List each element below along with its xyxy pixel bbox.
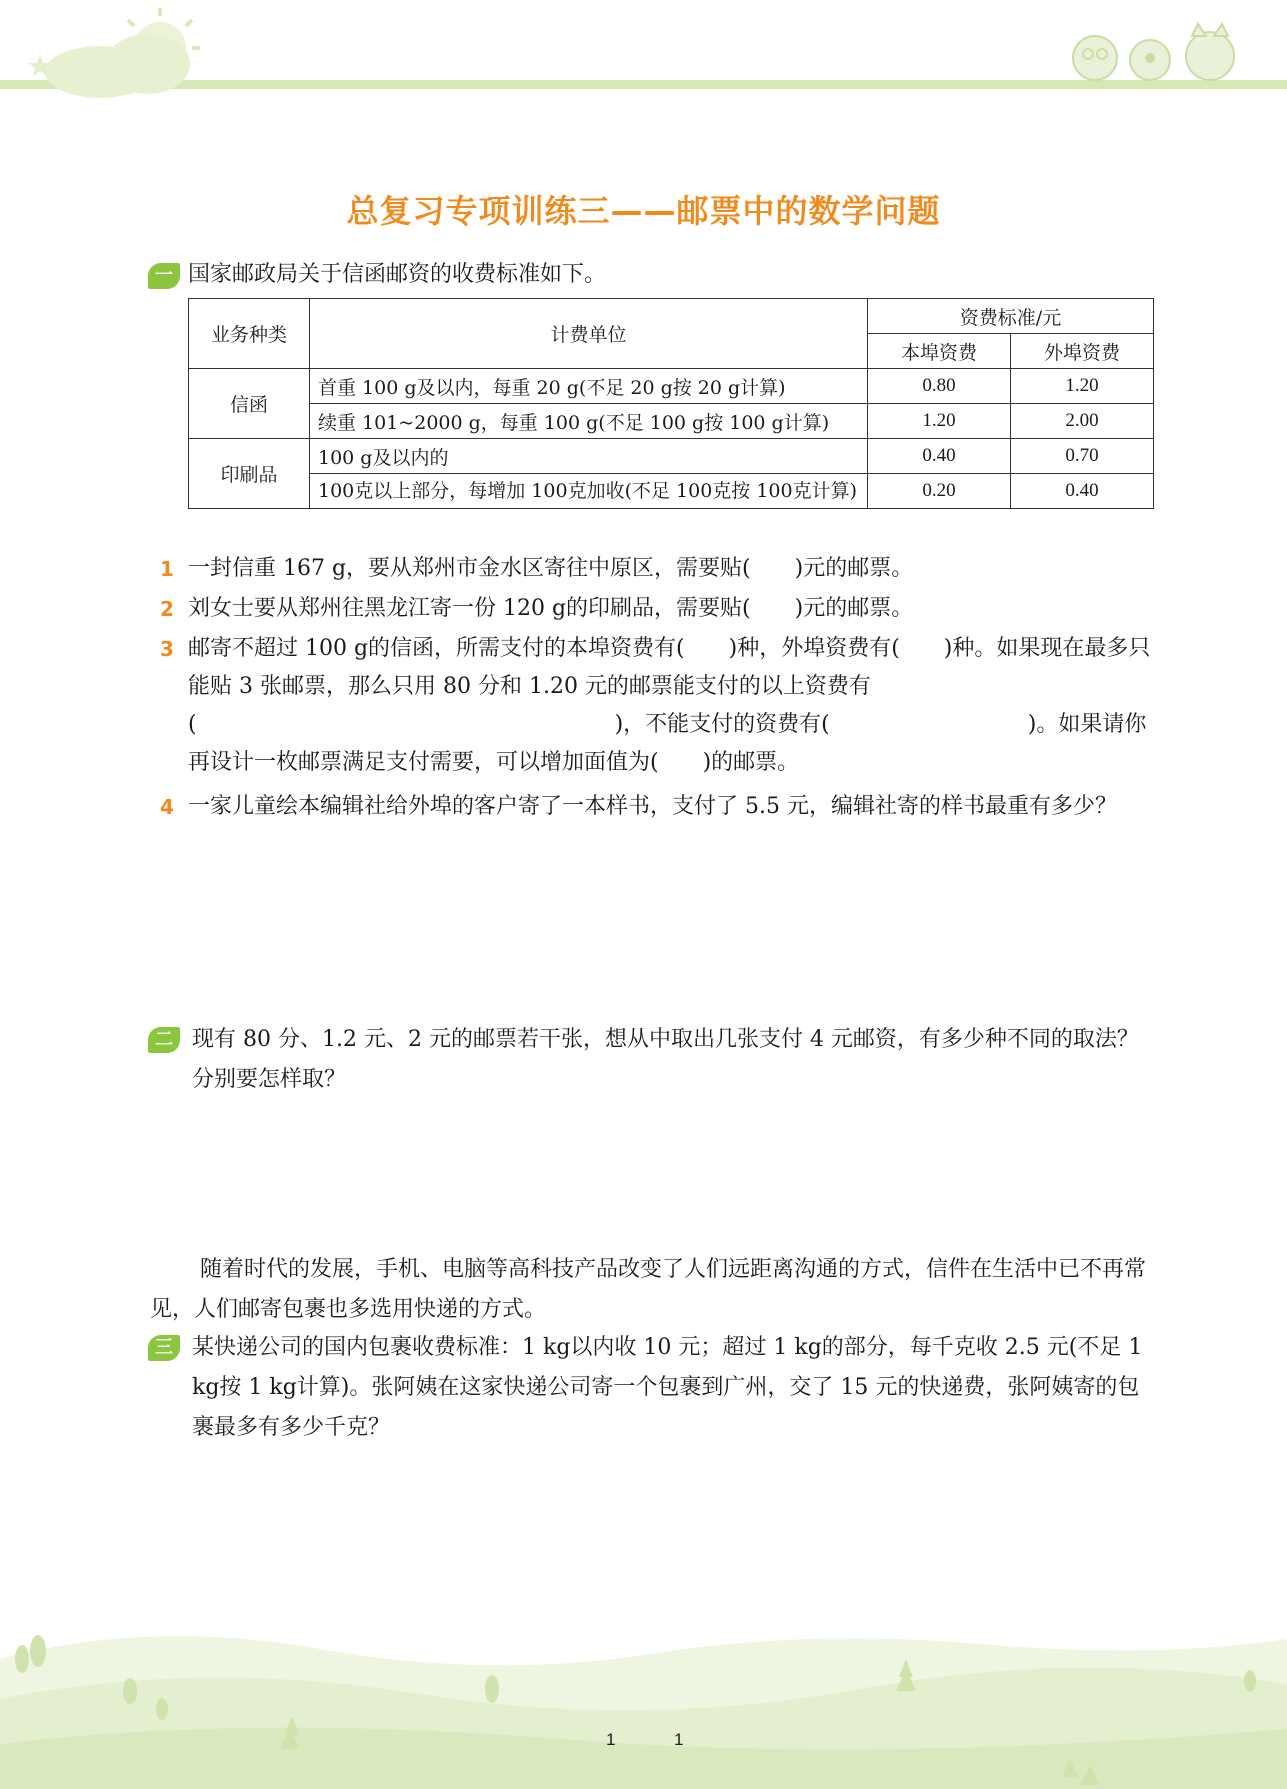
table-row — [189, 404, 1154, 439]
cell-unit: 100克以上部分，每增加 100克加收(不足 100克按 100克计算) — [310, 474, 868, 509]
footer-decoration — [0, 1599, 1287, 1789]
section-text: 现有 80 分、1.2 元、2 元的邮票若干张，想从中取出几张支付 4 元邮资，有多少种不同的取法？分别要怎样取？ — [192, 1027, 1139, 1092]
header-local: 本埠资费 — [868, 334, 1011, 369]
section-text: 某快递公司的国内包裹收费标准：1 kg以内收 10 元；超过 1 kg的部分，每千克收 2.5 元(不足 1 kg按 1 kg计算)。张阿姨在这家快递公司寄一个包裹到广州，交了 15 元的快递费，张阿姨寄的包裹最多有多少千克？ — [192, 1335, 1143, 1440]
cell-local: 0.40 — [868, 439, 1011, 474]
question-number: 1 — [160, 557, 174, 581]
postage-fee-table — [188, 298, 1154, 509]
cell-local: 0.80 — [868, 369, 1011, 404]
section-3 — [148, 1328, 1156, 1448]
header-type: 业务种类 — [189, 299, 310, 369]
table-row — [189, 439, 1154, 474]
question-text: 邮寄不超过 100 g的信函，所需支付的本埠资费有( )种，外埠资费有( )种。如果现在最多只能贴 3 张邮票，那么只用 80 分和 1.20 元的邮票能支付的以上资费有( )，不能支付的资费有( )。如果请你再设计一枚邮票满足支付需要，可以增加面值为( )的邮票。 — [188, 636, 1151, 775]
section-1-heading — [148, 257, 606, 289]
question-text: 一封信重 167 g，要从郑州市金水区寄往中原区，需要贴( )元的邮票。 — [188, 556, 914, 581]
page-number: 1 — [674, 1730, 684, 1749]
question-text: 刘女士要从郑州往黑龙江寄一份 120 g的印刷品，需要贴( )元的邮票。 — [188, 596, 914, 621]
question-number: 3 — [160, 637, 174, 661]
question-1 — [160, 550, 1156, 588]
question-number: 2 — [160, 597, 174, 621]
cell-unit: 续重 101~2000 g，每重 100 g(不足 100 g按 100 g计算) — [310, 404, 868, 439]
cell-local: 0.20 — [868, 474, 1011, 509]
page-title: 总复习专项训练三——邮票中的数学问题 — [346, 192, 941, 230]
section-2 — [148, 1020, 1156, 1100]
intro-paragraph: 随着时代的发展，手机、电脑等高科技产品改变了人们远距离沟通的方式，信件在生活中已不再常见，人们邮寄包裹也多选用快递的方式。 — [150, 1257, 1147, 1322]
table-row — [189, 369, 1154, 404]
cell-letter: 信函 — [189, 369, 310, 439]
section-badge: 三 — [148, 1335, 180, 1361]
section-badge: 一 — [148, 263, 180, 289]
section-text: 国家邮政局关于信函邮资的收费标准如下。 — [188, 262, 607, 287]
cell-remote: 2.00 — [1011, 404, 1154, 439]
question-4 — [160, 788, 1156, 826]
header-remote: 外埠资费 — [1011, 334, 1154, 369]
cartoon-animals-icon — [1073, 24, 1234, 80]
cell-remote: 1.20 — [1011, 369, 1154, 404]
question-2 — [160, 590, 1156, 628]
table-row — [189, 474, 1154, 509]
cell-remote: 0.70 — [1011, 439, 1154, 474]
cell-remote: 0.40 — [1011, 474, 1154, 509]
cell-unit: 100 g及以内的 — [310, 439, 868, 474]
cell-unit: 首重 100 g及以内，每重 20 g(不足 20 g按 20 g计算) — [310, 369, 868, 404]
section-badge: 二 — [148, 1027, 180, 1053]
question-3 — [160, 630, 1156, 782]
header-decoration — [0, 0, 1287, 110]
cell-local: 1.20 — [868, 404, 1011, 439]
question-text: 一家儿童绘本编辑社给外埠的客户寄了一本样书，支付了 5.5 元，编辑社寄的样书最重有多少？ — [188, 794, 1117, 819]
header-standard: 资费标准/元 — [868, 299, 1154, 334]
page-number: 1 — [606, 1730, 616, 1749]
header-unit: 计费单位 — [310, 299, 868, 369]
question-number: 4 — [160, 795, 174, 819]
cell-print: 印刷品 — [189, 439, 310, 509]
